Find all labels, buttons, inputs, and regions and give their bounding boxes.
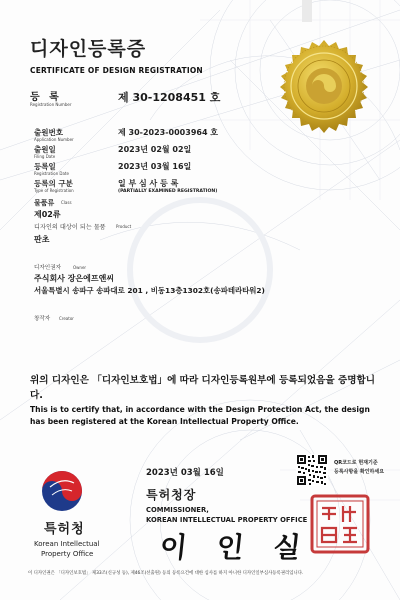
owner-address: 서울특별시 송파구 송파대로 201 , 비동13층1302호(송파테라타워2) (34, 286, 265, 295)
signer-title-en-line2: KOREAN INTELLECTUAL PROPERTY OFFICE (146, 516, 308, 524)
kipo-logo-en-line2: Property Office (41, 550, 94, 558)
footer-note: 이 디자인권은 「디자인보호법」 제33조(신규성 등), 제46조(선출원) 등의 등록요건에 대한 심사를 하지 아니한 디자인일부심사등록권리입니다. (28, 571, 304, 576)
signer-title: 특허청장 (146, 488, 197, 502)
registration-date-label-en: Registration Date (34, 171, 69, 176)
registration-label-en: Registration Number (30, 102, 72, 107)
owner-label-en: Owner (73, 265, 87, 270)
application-number: 제 30-2023-0003964 호 (118, 128, 219, 137)
certification-statement-ko: 위의 디자인은 「디자인보호법」에 따라 디자인등록원부에 등록되었음을 증명합니다. (30, 375, 376, 401)
signature: 이 인 실 (158, 531, 313, 564)
registration-type-label: 등록의 구분 (34, 179, 73, 188)
registration-type: 일 부 심 사 등 록 (118, 179, 179, 188)
kipo-logo-name: 특허청 (44, 522, 85, 537)
registration-number: 제 30-1208451 호 (118, 91, 221, 104)
registration-type-label-en: Type of Registration (34, 188, 74, 193)
certificate-title: 디자인등록증 (30, 38, 147, 60)
registration-type-en: (PARTIALLY EXAMINED REGISTRATION) (118, 189, 218, 194)
signer-title-en-line1: COMMISSIONER, (146, 506, 209, 514)
registration-label: 등 록 (30, 92, 62, 103)
filing-date: 2023년 02월 02일 (118, 145, 192, 154)
product-label-en: Product (116, 224, 132, 229)
application-label: 출원번호 (34, 128, 63, 137)
qr-note-line1: QR코드로 현재기준 (334, 460, 378, 466)
application-label-en: Application Number (34, 137, 74, 142)
kipo-logo-en-line1: Korean Intellectual (34, 540, 100, 548)
official-red-seal (310, 494, 370, 554)
creator-label-en: Creator (59, 316, 74, 321)
product-label: 디자인의 대상이 되는 물품 (34, 224, 106, 231)
owner-label: 디자인권자 (34, 265, 62, 271)
gold-seal-emblem (276, 38, 372, 134)
product-value: 판초 (34, 235, 50, 244)
certification-statement-en: This is to certify that, in accordance with the Design Protection Act, the design has been registered at the Korean Intellectual Property Office. (30, 405, 370, 426)
kipo-logo-icon (40, 469, 84, 513)
qr-code[interactable] (296, 454, 328, 486)
filing-label-en: Filing Date (34, 154, 56, 159)
issue-date: 2023년 03월 16일 (146, 468, 224, 478)
class-value: 제02류 (34, 210, 61, 219)
class-label: 물품류 (34, 199, 55, 207)
registration-date-label: 등록일 (34, 162, 56, 171)
class-label-en: Class (61, 200, 72, 205)
registration-date: 2023년 03월 16일 (118, 162, 192, 171)
certificate-subtitle: CERTIFICATE OF DESIGN REGISTRATION (30, 66, 203, 75)
owner-name: 주식회사 장은에프앤씨 (34, 274, 115, 283)
qr-note-line2: 등록사항을 확인하세요 (334, 469, 385, 475)
creator-label: 창작자 (34, 316, 51, 322)
filing-label: 출원일 (34, 145, 56, 154)
